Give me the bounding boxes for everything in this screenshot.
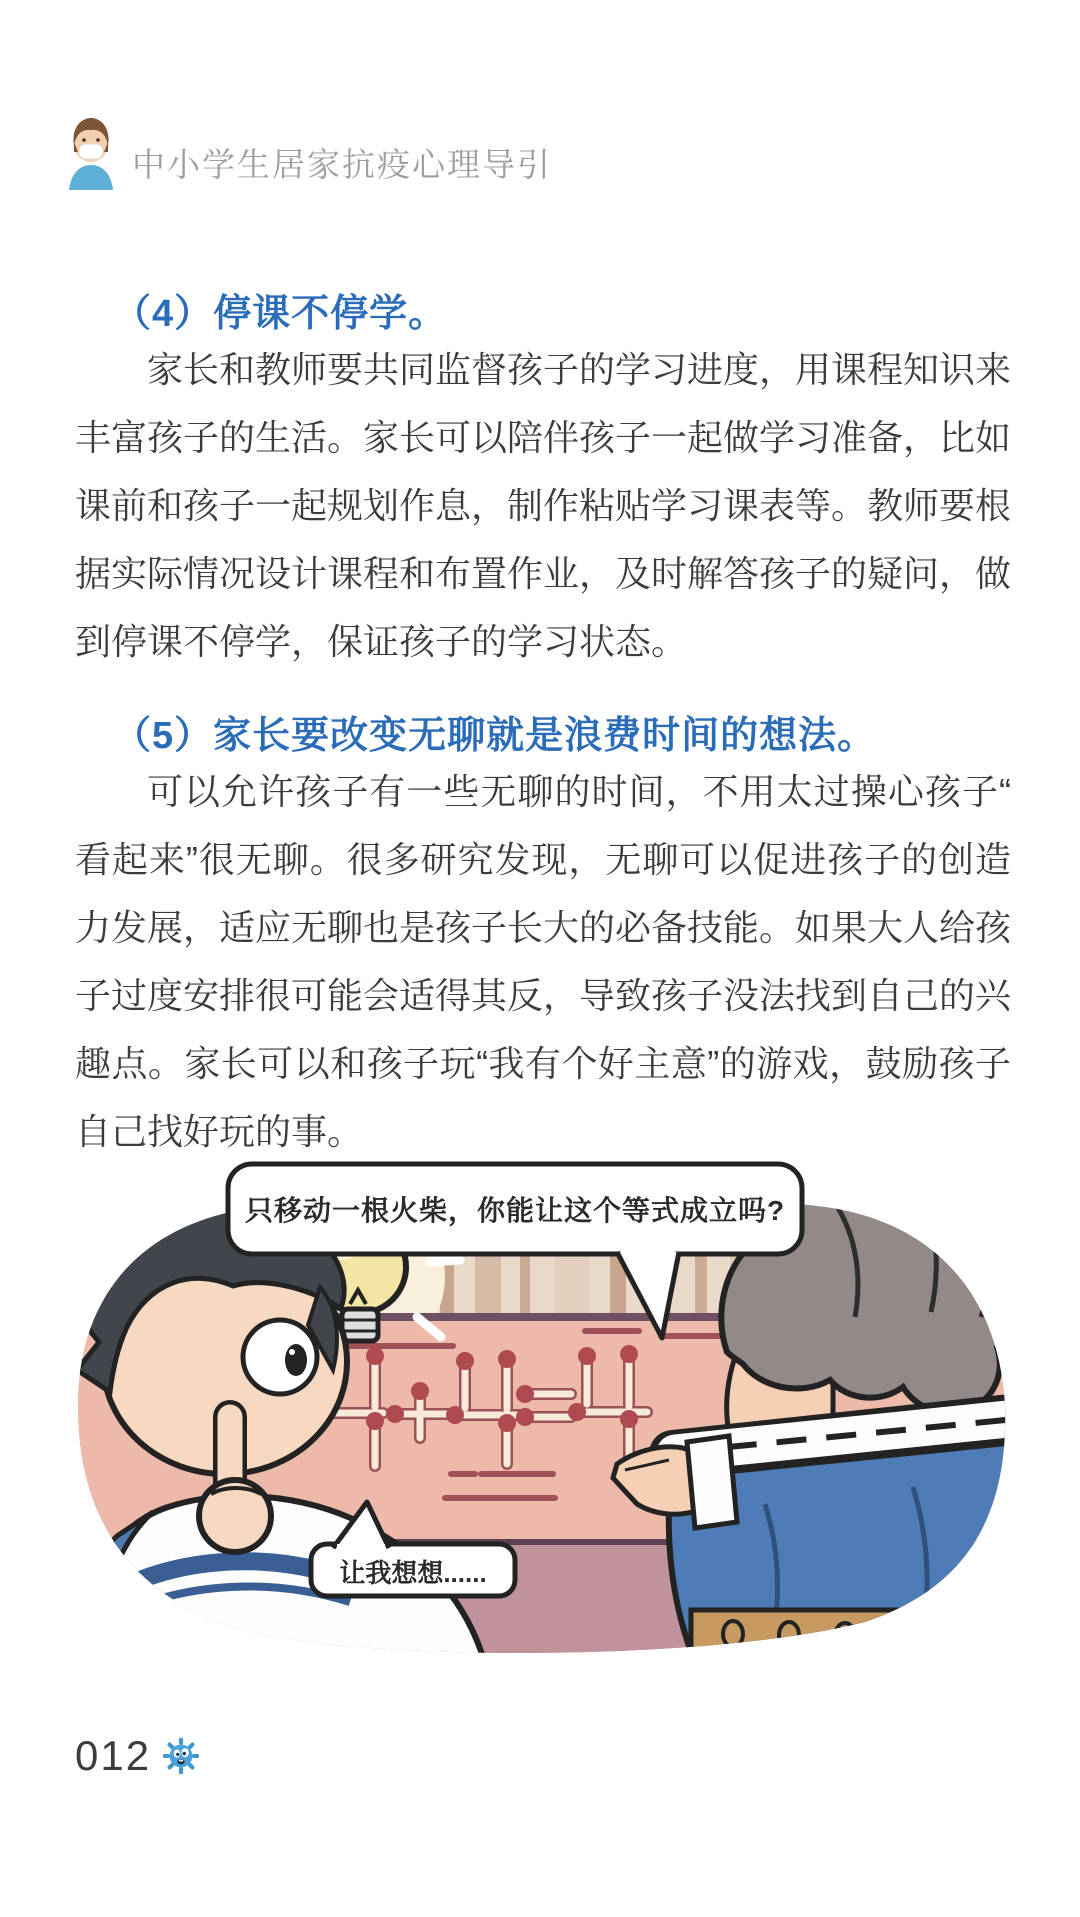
cartoon-illustration bbox=[65, 1112, 1015, 1660]
speech-bubble-bottom-text: 让我想想...... bbox=[339, 1558, 487, 1588]
section-5-paragraph: 可以允许孩子有一些无聊的时间，不用太过操心孩子“看起来”很无聊。很多研究发现，无聊可以促进孩子的创造力发展，适应无聊也是孩子长大的必备技能。如果大人给孩子过度安排很可能会适得其反，导致孩子没法找到自己的兴趣点。家长可以和孩子玩“我有个好主意”的游戏，鼓励孩子自己找好玩的事。 bbox=[75, 771, 1012, 1152]
page-header bbox=[66, 116, 552, 190]
page-number: 012 bbox=[75, 1732, 152, 1779]
section-5-heading: （5）家长要改变无聊就是浪费时间的想法。 bbox=[113, 715, 877, 757]
virus-icon bbox=[163, 1738, 199, 1774]
section-4-paragraph: 家长和教师要共同监督孩子的学习进度，用课程知识来丰富孩子的生活。家长可以陪伴孩子一起做学习准备，比如课前和孩子一起规划作息，制作粘贴学习课表等。教师要根据实际情况设计课程和布置作业，及时解答孩子的疑问，做到停课不停学，保证孩子的学习状态。 bbox=[75, 349, 1012, 662]
speech-bubble-top-text: 只移动一根火柴，你能让这个等式成立吗? bbox=[244, 1195, 786, 1226]
page-footer bbox=[75, 1732, 199, 1780]
masked-student-avatar-icon bbox=[66, 116, 116, 190]
section-4-heading: （4）停课不停学。 bbox=[113, 293, 448, 335]
document-title: 中小学生居家抗疫心理导引 bbox=[132, 146, 552, 183]
